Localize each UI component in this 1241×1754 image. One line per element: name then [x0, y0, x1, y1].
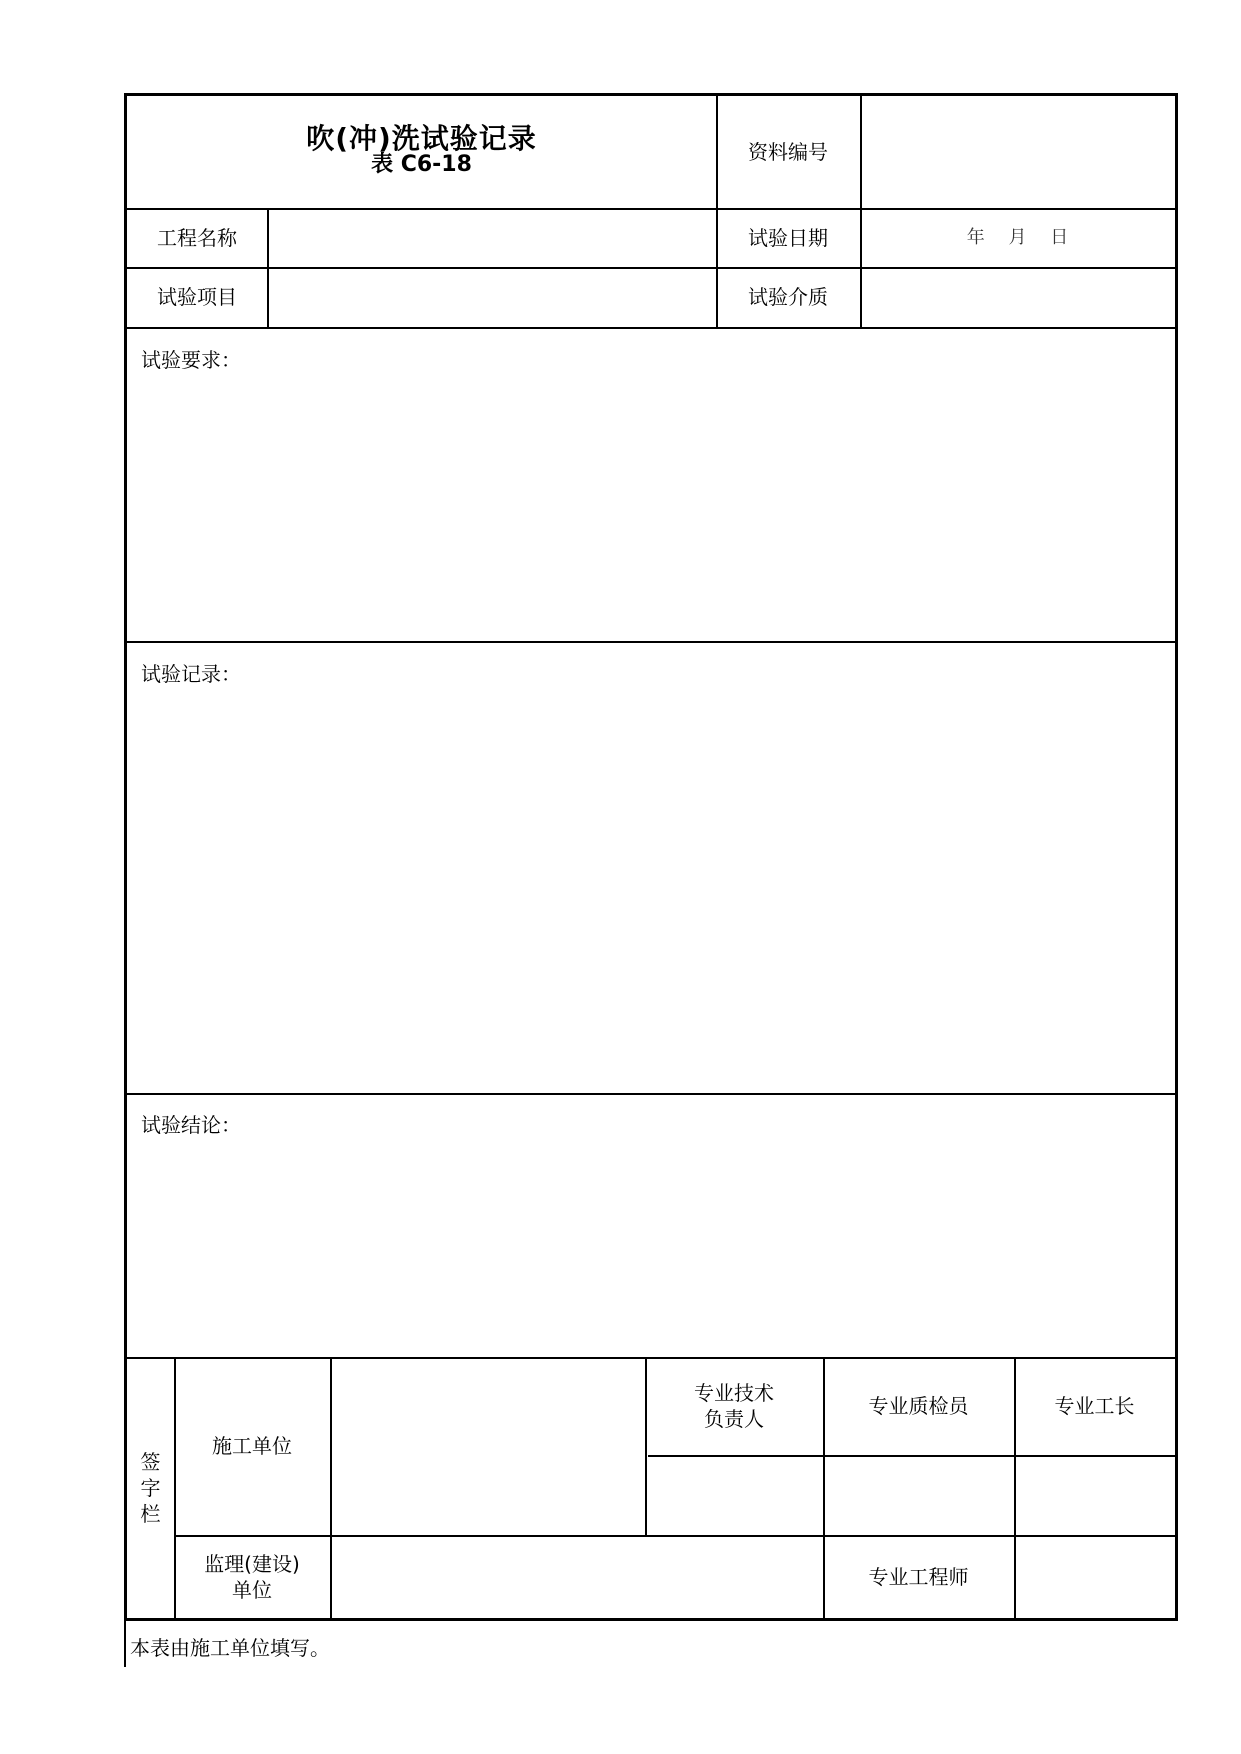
footer-note: 本表由施工单位填写。 [130, 1636, 330, 1660]
requirements-label: 试验要求： [141, 348, 241, 372]
tech-lead-signature[interactable] [645, 1455, 823, 1535]
left-margin-line [124, 1621, 126, 1667]
supervision-unit-field[interactable] [330, 1535, 823, 1618]
test-date-field[interactable]: 年 月 日 [966, 226, 1069, 248]
test-date-label: 试验日期 [748, 225, 828, 250]
supervision-unit-label: 监理(建设) 单位 [204, 1551, 300, 1602]
form-title: 吹(冲)洗试验记录 [306, 122, 537, 155]
engineer-signature[interactable] [1014, 1535, 1175, 1618]
signature-char-1: 签 [140, 1449, 161, 1474]
title-block [127, 96, 716, 208]
tech-lead-label: 专业技术 负责人 [694, 1381, 774, 1431]
test-medium-label: 试验介质 [748, 285, 828, 309]
conclusion-label: 试验结论： [141, 1113, 241, 1137]
record-area[interactable] [127, 643, 1175, 1093]
construction-unit-label: 施工单位 [212, 1434, 292, 1458]
project-name-field[interactable] [267, 208, 716, 267]
signature-column-label [127, 1357, 174, 1618]
form-code: 表 C6-18 [371, 152, 472, 177]
test-item-field[interactable] [267, 267, 716, 327]
test-medium-field[interactable] [860, 267, 1175, 327]
signature-char-2: 字 [140, 1475, 161, 1500]
requirements-area[interactable] [127, 329, 1175, 641]
foreman-label: 专业工长 [1054, 1394, 1135, 1418]
project-name-label: 工程名称 [157, 225, 237, 250]
qc-inspector-signature[interactable] [823, 1455, 1014, 1535]
test-record-form [124, 93, 1178, 1621]
record-label: 试验记录： [141, 662, 241, 686]
doc-no-field[interactable] [860, 96, 1175, 208]
conclusion-area[interactable] [127, 1095, 1175, 1357]
construction-unit-field[interactable] [330, 1357, 645, 1535]
foreman-signature[interactable] [1014, 1455, 1175, 1535]
signature-char-3: 栏 [140, 1501, 161, 1526]
doc-no-label: 资料编号 [748, 140, 828, 164]
engineer-label: 专业工程师 [868, 1564, 969, 1589]
test-item-label: 试验项目 [157, 285, 237, 309]
qc-inspector-label: 专业质检员 [868, 1394, 969, 1418]
